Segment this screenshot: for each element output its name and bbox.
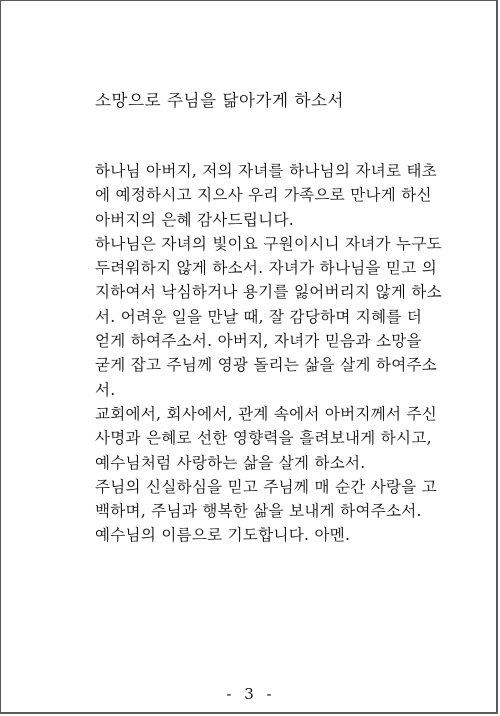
body-line: 하나님은 자녀의 빛이요 구원이시니 자녀가 누구도 — [95, 234, 442, 253]
body-line: 예수님처럼 사랑하는 삶을 살게 하소서. — [95, 453, 366, 472]
body-line: 굳게 잡고 주님께 영광 돌리는 삶을 살게 하여주소 — [95, 356, 438, 375]
body-line: 예수님의 이름으로 기도합니다. 아멘. — [95, 526, 351, 545]
page-number: - 3 - — [226, 685, 276, 703]
body-line: 얻게 하여주소서. 아버지, 자녀가 믿음과 소망을 — [95, 332, 422, 351]
body-line: 서. — [95, 380, 116, 399]
page-title: 소망으로 주님을 닮아가게 하소서 — [95, 91, 345, 110]
body-line: 에 예정하시고 지으사 우리 가족으로 만나게 하신 — [95, 186, 432, 205]
body-line: 백하며, 주님과 행복한 삶을 보내게 하여주소서. — [95, 502, 422, 521]
body-line: 주님의 신실하심을 믿고 주님께 매 순간 사랑을 고 — [95, 477, 438, 496]
body-line: 서. 어려운 일을 만날 때, 잘 감당하며 지혜를 더 — [95, 307, 423, 326]
body-line: 아버지의 은혜 감사드립니다. — [95, 210, 294, 229]
body-line: 하나님 아버지, 저의 자녀를 하나님의 자녀로 태초 — [95, 162, 438, 180]
body-line: 두려워하지 않게 하소서. 자녀가 하나님을 믿고 의 — [95, 259, 438, 278]
body-line: 지하여서 낙심하거나 용기를 잃어버리지 않게 하소 — [95, 283, 442, 302]
body-line: 사명과 은혜로 선한 영향력을 흘려보내게 하시고, — [95, 429, 432, 448]
body-line: 교회에서, 회사에서, 관계 속에서 아버지께서 주신 — [95, 404, 438, 423]
prayer-body — [95, 159, 442, 548]
